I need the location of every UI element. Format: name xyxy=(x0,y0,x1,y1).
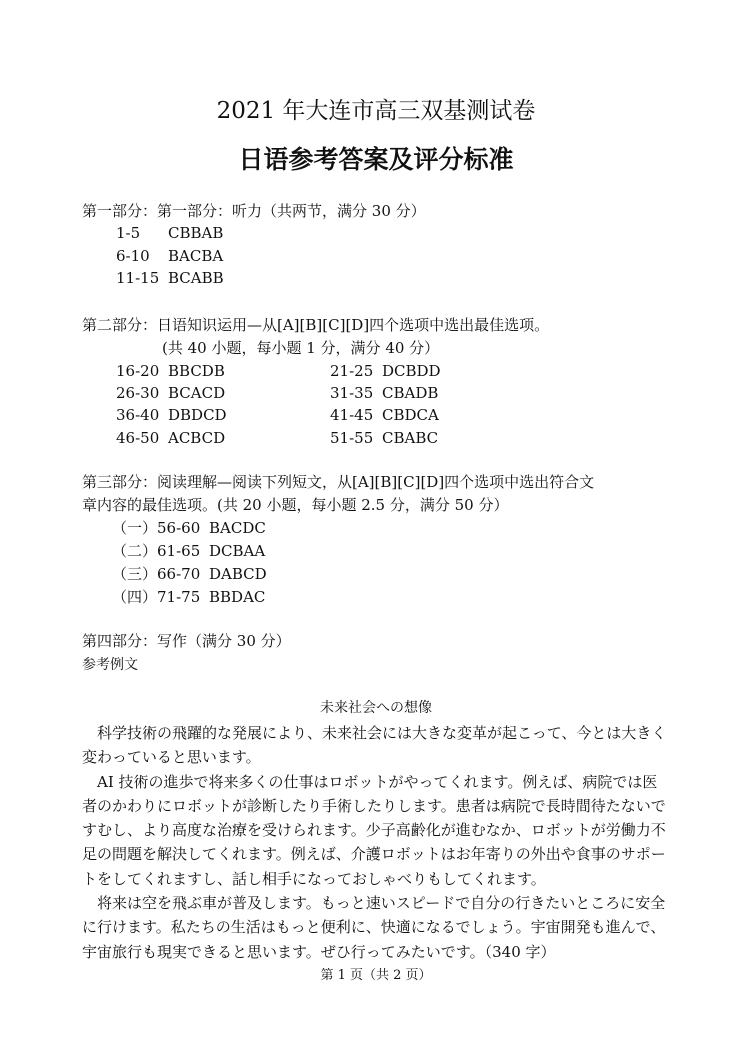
part3-heading-line1: 第三部分：阅读理解—阅读下列短文，从[A][B][C][D]四个选项中选出符合文 xyxy=(82,473,595,491)
answer-range: 41-45 xyxy=(330,406,374,424)
part3-heading-line2: 章内容的最佳选项。(共 20 小题，每小题 2.5 分，满分 50 分） xyxy=(82,496,509,514)
part2-answer-left xyxy=(116,427,225,449)
answer-letters: DBDCD xyxy=(168,406,227,424)
exam-title: 2021 年大连市高三双基测试卷 xyxy=(216,98,536,124)
part3-answer-row xyxy=(112,563,267,585)
passage-label: （一） xyxy=(112,519,158,537)
answer-letters: BACBA xyxy=(168,247,224,265)
part2-answer-left xyxy=(116,404,227,426)
part1-answer-row xyxy=(116,222,223,244)
answer-letters: DABCD xyxy=(209,565,267,583)
answer-key-title: 日语参考答案及评分标准 xyxy=(238,145,514,174)
part2-note: (共 40 小题，每小题 1 分，满分 40 分） xyxy=(162,339,440,357)
answer-letters: BBDAC xyxy=(209,588,266,606)
part2-answer-right xyxy=(330,427,438,449)
part3-answer-row xyxy=(112,540,265,562)
essay-body xyxy=(82,721,672,964)
part1-answer-row xyxy=(116,267,224,289)
answer-range: 11-15 xyxy=(116,269,160,287)
answer-letters: CBBAB xyxy=(168,224,224,242)
answer-range: 66-70 xyxy=(157,565,201,583)
part2-answer-right xyxy=(330,360,441,382)
answer-letters: CBDCA xyxy=(382,406,439,424)
answer-range: 26-30 xyxy=(116,384,160,402)
part2-heading: 第二部分：日语知识运用—从[A][B][C][D]四个选项中选出最佳选项。 xyxy=(82,316,550,334)
page-number: 第 1 页（共 2 页） xyxy=(320,968,432,983)
answer-range: 16-20 xyxy=(116,362,160,380)
answer-range: 46-50 xyxy=(116,429,160,447)
answer-range: 6-10 xyxy=(116,247,150,265)
answer-letters: CBABC xyxy=(382,429,439,447)
answer-letters: CBADB xyxy=(382,384,439,402)
essay-paragraph: 将来は空を飛ぶ車が普及します。もっと速いスピードで自分の行きたいところに安全に行けます。私たちの生活はもっと便利に、快適になるでしょう。宇宙開発も進んで、宇宙旅行も現実できると思います。ぜひ行ってみたいです。（340 字） xyxy=(82,894,666,961)
passage-label: （三） xyxy=(112,565,158,583)
answer-range: 51-55 xyxy=(330,429,374,447)
answer-letters: ACBCD xyxy=(168,429,226,447)
part3-answer-row xyxy=(112,517,266,539)
part2-answer-right xyxy=(330,382,438,404)
part1-answer-row xyxy=(116,245,223,267)
answer-range: 36-40 xyxy=(116,406,160,424)
passage-label: （二） xyxy=(112,542,158,560)
answer-range: 1-5 xyxy=(116,224,141,242)
passage-label: （四） xyxy=(112,588,158,606)
answer-range: 21-25 xyxy=(330,362,374,380)
part4-heading: 第四部分：写作（满分 30 分） xyxy=(82,632,291,650)
part2-answer-right xyxy=(330,404,439,426)
answer-range: 61-65 xyxy=(157,542,201,560)
answer-letters: BACDC xyxy=(209,519,266,537)
part1-heading: 第一部分：第一部分：听力（共两节，满分 30 分） xyxy=(82,202,426,220)
part3-answer-row xyxy=(112,586,265,608)
answer-letters: BCACD xyxy=(168,384,226,402)
essay-title: 未来社会への想像 xyxy=(320,700,432,716)
answer-letters: BCABB xyxy=(168,269,224,287)
answer-range: 71-75 xyxy=(157,588,201,606)
answer-range: 31-35 xyxy=(330,384,374,402)
essay-paragraph: 科学技術の飛躍的な発展により、未来社会には大きな変革が起こって、今とは大きく変わっていると思います。 xyxy=(82,724,667,767)
part2-answer-left xyxy=(116,360,225,382)
part2-answer-left xyxy=(116,382,225,404)
answer-range: 56-60 xyxy=(157,519,201,537)
essay-paragraph: AI 技術の進歩で将来多くの仕事はロボットがやってくれます。例えば、病院では医者のかわりにロボットが診断したり手術したりします。患者は病院で長時間待たないですむし、より高度な治療を受けられます。少子高齢化が進むなか、ロボットが労働力不足の問題を解決してくれます。例えば、介護ロボットはお年寄りの外出や食事のサポートをしてくれますし、話し相手になっておしゃべりもしてくれます。 xyxy=(82,772,666,888)
answer-letters: DCBDD xyxy=(382,362,441,380)
answer-letters: BBCDB xyxy=(168,362,225,380)
sample-essay-label: 参考例文 xyxy=(82,657,138,673)
answer-letters: DCBAA xyxy=(209,542,266,560)
